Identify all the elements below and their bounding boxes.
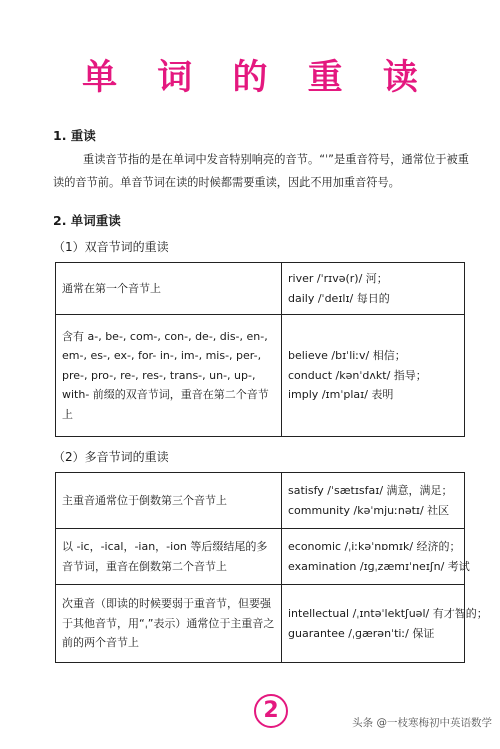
example-item: economic /ˌiːkəˈnɒmɪk/ 经济的； (288, 540, 461, 553)
example-item: examination /ɪɡˌzæmɪˈneɪʃn/ 考试 (288, 559, 470, 573)
table-row (56, 263, 465, 315)
table-row (56, 315, 465, 437)
two-syllable-table (55, 262, 465, 437)
rule-cell: 含有 a-, be-, com-, con-, de-, dis-, en-, em-, es-, ex-, for- in-, im-, mis-, per-, pre-, pro-, re-, res-, trans-, un-, up-, with- 前缀的双音节词，重音在第二个音节上 (56, 315, 282, 437)
page-number: 2 (254, 694, 288, 728)
examples-cell (282, 263, 465, 315)
examples-cell (282, 529, 470, 585)
section-1-paragraph: 重读音节指的是在单词中发音特别响亮的音节。“ˈ”是重音符号，通常位于被重读的音节前。单音节词在读的时候都需要重读，因此不用加重音符号。 (53, 153, 469, 189)
subsection-1-heading: （1）双音节词的重读 (53, 240, 169, 254)
table-row (56, 473, 465, 529)
example-item: intellectual /ˌɪntəˈlektʃuəl/ 有才智的； (288, 607, 488, 620)
subsection-2-heading: （2）多音节词的重读 (53, 450, 169, 464)
example-item: daily /ˈdeɪlɪ/ 每日的 (288, 291, 390, 305)
page-title: 单 词 的 重 读 (82, 58, 432, 98)
example-item: community /kəˈmjuːnətɪ/ 社区 (288, 503, 450, 517)
section-1-heading: 1. 重读 (53, 128, 96, 143)
example-item: river /ˈrɪvə(r)/ 河； (288, 272, 388, 285)
examples-cell (282, 473, 465, 529)
example-item: conduct /kənˈdʌkt/ 指导； (288, 368, 427, 382)
example-item: believe /bɪˈliːv/ 相信； (288, 349, 406, 363)
example-item: satisfy /ˈsætɪsfaɪ/ 满意，满足； (288, 484, 453, 497)
multi-syllable-table (55, 472, 488, 663)
section-2-heading: 2. 单词重读 (53, 213, 121, 228)
rule-cell: 通常在第一个音节上 (56, 263, 282, 315)
table-row (56, 585, 465, 663)
rule-cell: 主重音通常位于倒数第三个音节上 (56, 473, 282, 529)
table-row (56, 529, 465, 585)
rule-cell: 以 -ic，-ical，-ian，-ion 等后缀结尾的多音节词，重音在倒数第二个音节上 (56, 529, 282, 585)
examples-cell (282, 585, 488, 663)
rule-cell: 次重音（即读的时候要弱于重音节，但要强于其他音节，用“ˌ”表示）通常位于主重音之前的两个音节上 (56, 585, 282, 663)
examples-cell (282, 315, 465, 437)
example-item: imply /ɪmˈplaɪ/ 表明 (288, 388, 394, 402)
example-item: guarantee /ˌɡærənˈtiː/ 保证 (288, 626, 435, 640)
watermark: 头条 @一枝寒梅初中英语数学 (352, 717, 492, 729)
